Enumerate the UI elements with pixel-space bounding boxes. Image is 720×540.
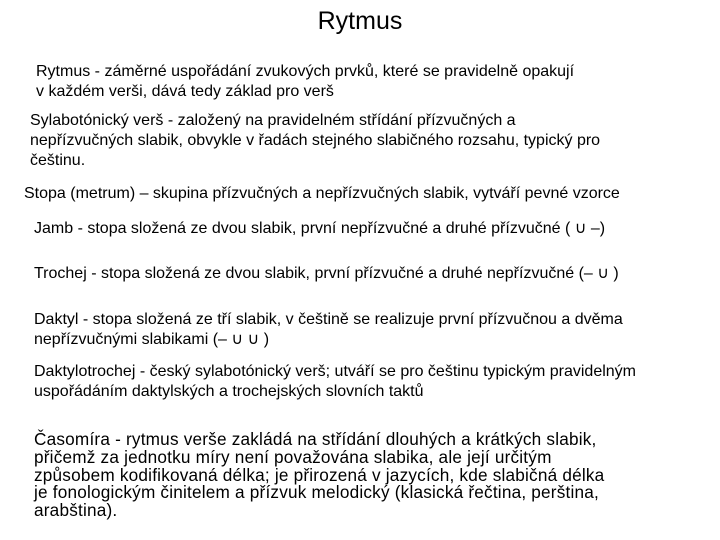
slide-title: Rytmus bbox=[317, 7, 403, 35]
paragraph-sylabotonicky-vers: Sylabotónický verš - založený na pravidelném střídání přízvučných a nepřízvučných slabik, obvykle v řadách stejného slabičného rozsahu, typický pro češtinu. bbox=[30, 112, 601, 169]
paragraph-rytmus: Rytmus - záměrné uspořádání zvukových prvků, které se pravidelně opakují v každém verši, dává tedy základ pro verš bbox=[36, 63, 575, 100]
paragraph-trochej: Trochej - stopa složená ze dvou slabik, první přízvučné a druhé nepřízvučné (– ∪ ) bbox=[34, 265, 619, 282]
paragraph-casomira: Časomíra - rytmus verše zakládá na střídání dlouhých a krátkých slabik, přičemž za jednotku míry není považována slabika, ale její určitým způsobem kodifikovaná délka; je přirozená v jazycích, kde slabičná délka je fonologickým činitelem a přízvuk melodický (klasická řečtina, perština, arabština). bbox=[34, 429, 605, 521]
paragraph-daktyl: Daktyl - stopa složená ze tří slabik, v češtině se realizuje první přízvučnou a dvěma nepřízvučnými slabikami (– ∪ ∪ ) bbox=[34, 311, 623, 348]
paragraph-daktylotrochej: Daktylotrochej - český sylabotónický verš; utváří se pro češtinu typickým pravidelným uspořádáním daktylských a trochejských slovních taktů bbox=[34, 363, 636, 400]
paragraph-jamb: Jamb - stopa složená ze dvou slabik, první nepřízvučné a druhé přízvučné ( ∪ –) bbox=[34, 220, 606, 237]
paragraph-stopa: Stopa (metrum) – skupina přízvučných a nepřízvučných slabik, vytváří pevné vzorce bbox=[24, 185, 620, 202]
